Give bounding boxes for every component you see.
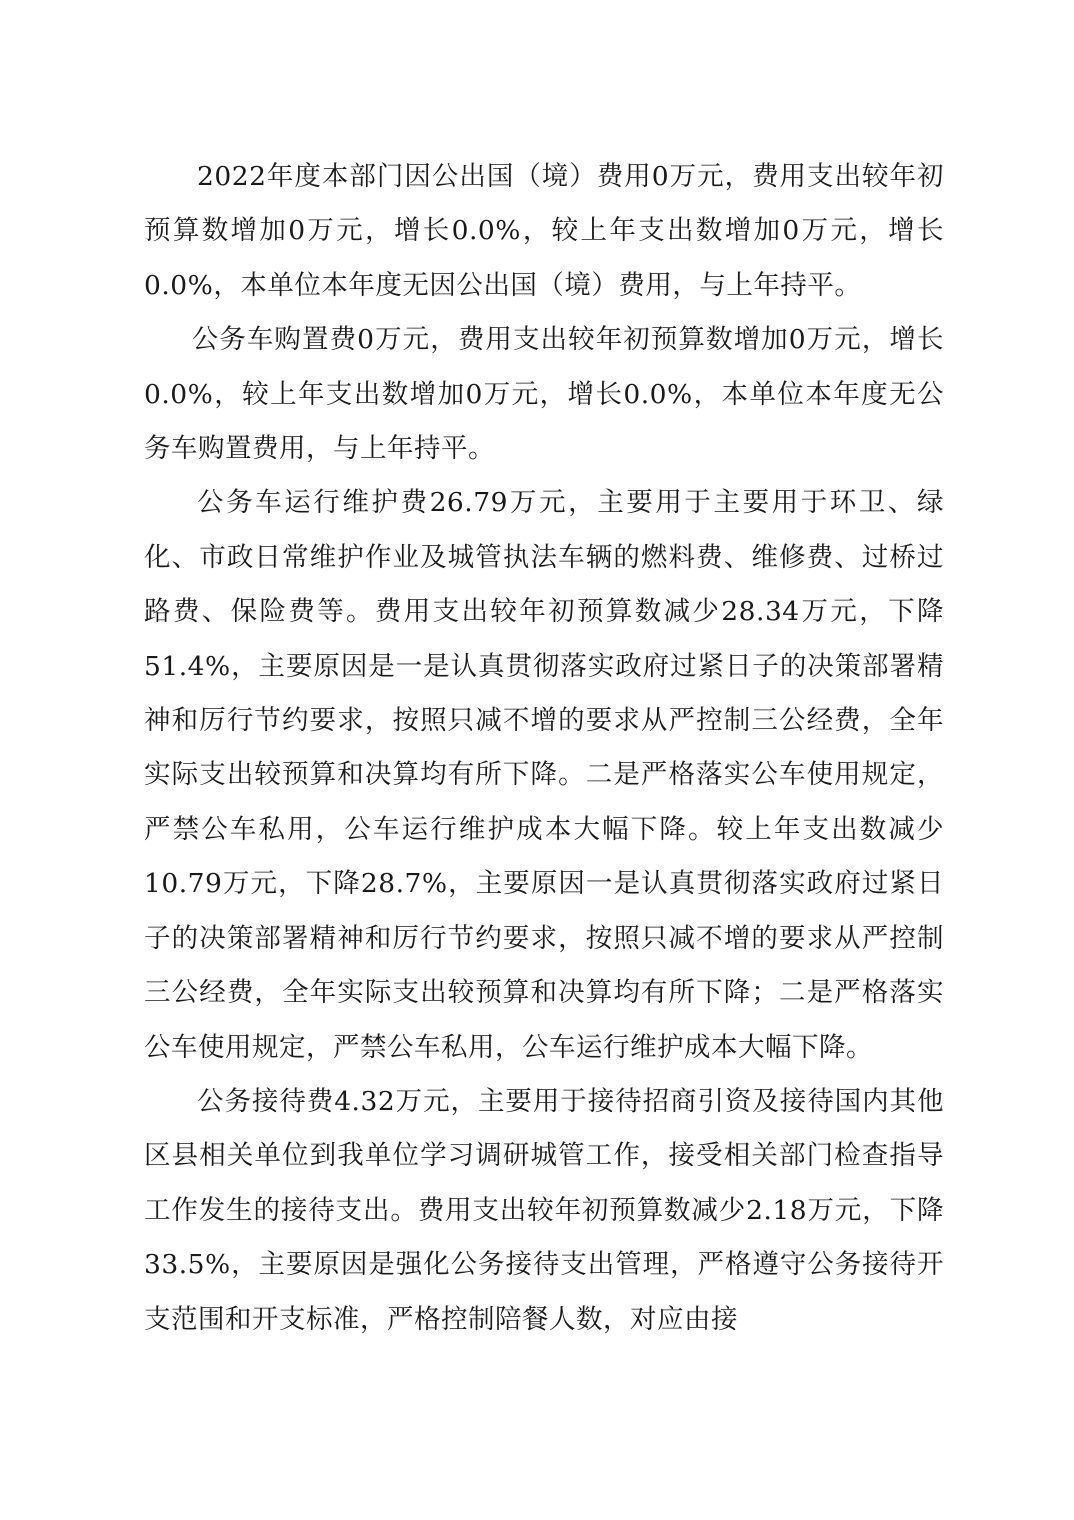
paragraph-official-reception-expense: 公务接待费4.32万元，主要用于接待招商引资及接待国内其他区县相关单位到我单位学习调研城管工作，接受相关部门检查指导工作发生的接待支出。费用支出较年初预算数减少2.18万元，下降33.5%，主要原因是强化公务接待支出管理，严格遵守公务接待开支范围和开支标准，严格控制陪餐人数，对应由接 (144, 1085, 944, 1335)
paragraph-vehicle-maintenance-expense: 公务车运行维护费26.79万元，主要用于主要用于环卫、绿化、市政日常维护作业及城管执法车辆的燃料费、维修费、过桥过路费、保险费等。费用支出较年初预算数减少28.34万元，下降51.4%，主要原因是一是认真贯彻落实政府过紧日子的决策部署精神和厉行节约要求，按照只减不增的要求从严控制三公经费，全年实际支出较预算和决算均有所下降。二是严格落实公车使用规定，严禁公车私用，公车运行维护成本大幅下降。较上年支出数减少10.79万元，下降28.7%，主要原因一是认真贯彻落实政府过紧日子的决策部署精神和厉行节约要求，按照只减不增的要求从严控制三公经费，全年实际支出较预算和决算均有所下降；二是严格落实公车使用规定，严禁公车私用，公车运行维护成本大幅下降。 (144, 487, 944, 1063)
document-body (144, 150, 944, 1347)
paragraph-overseas-travel-expense: 2022年度本部门因公出国（境）费用0万元，费用支出较年初预算数增加0万元，增长0.0%，较上年支出数增加0万元，增长0.0%，本单位本年度无因公出国（境）费用，与上年持平。 (144, 161, 944, 301)
paragraph-vehicle-purchase-expense: 公务车购置费0万元，费用支出较年初预算数增加0万元，增长0.0%，较上年支出数增加0万元，增长0.0%，本单位本年度无公务车购置费用，与上年持平。 (144, 324, 944, 465)
